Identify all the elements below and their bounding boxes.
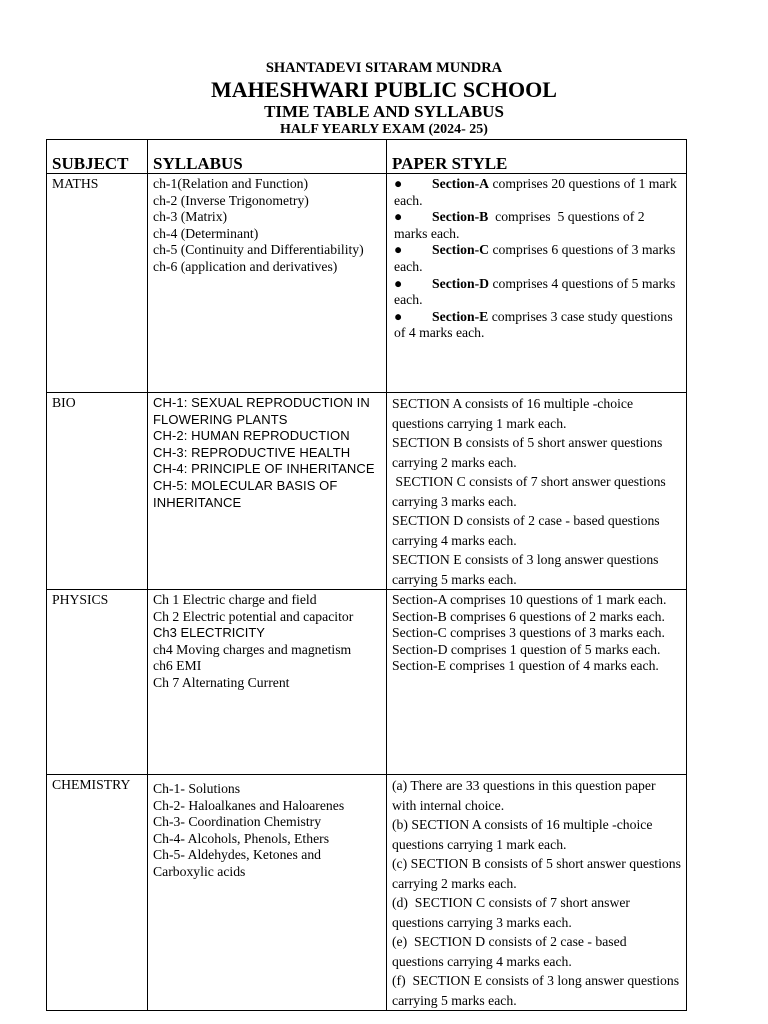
syllabus-item: Ch-2- Haloalkanes and Haloarenes bbox=[153, 797, 345, 813]
exam-title: HALF YEARLY EXAM (2024- 25) bbox=[280, 122, 488, 137]
table-row-physics bbox=[47, 590, 687, 775]
syllabus-item: Ch-4- Alcohols, Phenols, Ethers bbox=[153, 830, 330, 846]
paper-style-item: SECTION C consists of 7 short answer questions carrying 3 marks each. bbox=[392, 474, 670, 509]
paper-style-item: (f) SECTION E consists of 3 long answer questions carrying 5 marks each. bbox=[392, 973, 683, 1008]
syllabus-item: ch-5 (Continuity and Differentiability) bbox=[153, 242, 364, 258]
section-label: Section-A bbox=[432, 176, 490, 191]
syllabus-item: ch4 Moving charges and magnetism bbox=[153, 641, 352, 657]
syllabus-cell bbox=[148, 174, 387, 393]
paper-style-item: SECTION A consists of 16 multiple -choice questions carrying 1 mark each. bbox=[392, 396, 634, 431]
paper-style-item: Section-C comprises 3 questions of 3 marks each. bbox=[392, 625, 665, 641]
bullet-icon: ● bbox=[394, 308, 403, 324]
syllabus-item: Ch3 ELECTRICITY bbox=[153, 625, 265, 641]
syllabus-cell bbox=[148, 393, 387, 590]
syllabus-item: CH-1: SEXUAL REPRODUCTION IN FLOWERING PLANTS bbox=[153, 395, 370, 427]
syllabus-table bbox=[46, 139, 687, 1011]
syllabus-item: Ch 2 Electric potential and capacitor bbox=[153, 608, 354, 624]
section-label: Section-B bbox=[432, 209, 489, 225]
paper-style-item: (e) SECTION D consists of 2 case - based questions carrying 4 marks each. bbox=[392, 934, 630, 969]
header-paper-style: PAPER STYLE bbox=[387, 140, 687, 174]
subject-cell: PHYSICS bbox=[47, 590, 148, 775]
document-title: TIME TABLE AND SYLLABUS bbox=[264, 102, 504, 121]
school-name: MAHESHWARI PUBLIC SCHOOL bbox=[211, 77, 557, 102]
paper-style-item: Section-D comprises 1 question of 5 marks each. bbox=[392, 641, 661, 657]
syllabus-item: ch-4 (Determinant) bbox=[153, 225, 259, 241]
header-subject: SUBJECT bbox=[47, 140, 148, 174]
paper-style-item bbox=[394, 176, 681, 209]
subject-cell: CHEMISTRY bbox=[47, 775, 148, 1011]
paper-style-item bbox=[394, 276, 681, 309]
syllabus-item: Ch-1- Solutions bbox=[153, 781, 241, 796]
paper-style-item: SECTION E consists of 3 long answer questions carrying 5 marks each. bbox=[392, 552, 659, 587]
syllabus-item: ch-1(Relation and Function) bbox=[153, 176, 309, 191]
paper-style-item: (c) SECTION B consists of 5 short answer questions carrying 2 marks each. bbox=[392, 856, 681, 891]
bullet-icon: ● bbox=[394, 176, 403, 191]
syllabus-item: Ch-3- Coordination Chemistry bbox=[153, 814, 322, 830]
syllabus-cell bbox=[148, 775, 387, 1011]
subject-cell: BIO bbox=[47, 393, 148, 590]
paper-style-cell bbox=[387, 174, 687, 393]
syllabus-item: Ch 7 Alternating Current bbox=[153, 674, 290, 690]
section-text: comprises 20 questions of 1 mark each. bbox=[394, 176, 677, 208]
section-label: Section-E bbox=[432, 308, 489, 324]
table-header-row bbox=[47, 140, 687, 174]
syllabus-item: ch6 EMI bbox=[153, 658, 202, 674]
bullet-icon: ● bbox=[394, 275, 403, 291]
section-text: comprises 5 questions of 2 marks each. bbox=[394, 209, 648, 241]
paper-style-cell bbox=[387, 590, 687, 775]
syllabus-item: CH-4: PRINCIPLE OF INHERITANCE bbox=[153, 461, 375, 477]
table-row-bio bbox=[47, 393, 687, 590]
section-label: Section-C bbox=[432, 242, 490, 258]
paper-style-item: Section-E comprises 1 question of 4 marks each. bbox=[392, 658, 659, 674]
paper-style-item bbox=[394, 242, 681, 275]
bullet-icon: ● bbox=[394, 209, 403, 225]
paper-style-item: SECTION D consists of 2 case - based questions carrying 4 marks each. bbox=[392, 513, 660, 548]
syllabus-item: ch-2 (Inverse Trigonometry) bbox=[153, 192, 309, 208]
section-text: comprises 6 questions of 3 marks each. bbox=[394, 242, 676, 274]
syllabus-item: ch-3 (Matrix) bbox=[153, 209, 228, 225]
syllabus-item: ch-6 (application and derivatives) bbox=[153, 258, 338, 274]
section-text: comprises 4 questions of 5 marks each. bbox=[394, 275, 676, 308]
syllabus-item: Ch 1 Electric charge and field bbox=[153, 592, 317, 607]
bullet-icon: ● bbox=[394, 242, 403, 258]
section-label: Section-D bbox=[432, 275, 490, 291]
subject-cell: MATHS bbox=[47, 174, 148, 393]
syllabus-item: Ch-5- Aldehydes, Ketones and Carboxylic acids bbox=[153, 847, 322, 879]
paper-style-item: (d) SECTION C consists of 7 short answer questions carrying 3 marks each. bbox=[392, 895, 634, 930]
header-syllabus: SYLLABUS bbox=[148, 140, 387, 174]
paper-style-item: Section-B comprises 6 questions of 2 marks each. bbox=[392, 608, 665, 624]
paper-style-cell bbox=[387, 393, 687, 590]
section-text: comprises 3 case study questions of 4 marks each. bbox=[394, 308, 673, 341]
paper-style-item: Section-A comprises 10 questions of 1 mark each. bbox=[392, 592, 667, 607]
paper-style-item bbox=[394, 209, 681, 242]
syllabus-item: CH-5: MOLECULAR BASIS OF INHERITANCE bbox=[153, 477, 338, 510]
paper-style-item bbox=[394, 309, 681, 342]
table-row-maths bbox=[47, 174, 687, 393]
syllabus-item: CH-3: REPRODUCTIVE HEALTH bbox=[153, 444, 351, 460]
syllabus-cell bbox=[148, 590, 387, 775]
paper-style-item: (b) SECTION A consists of 16 multiple -choice questions carrying 1 mark each. bbox=[392, 817, 653, 852]
paper-style-item: SECTION B consists of 5 short answer questions carrying 2 marks each. bbox=[392, 435, 663, 470]
paper-style-item: (a) There are 33 questions in this question paper with internal choice. bbox=[392, 778, 656, 813]
table-row-chemistry bbox=[47, 775, 687, 1011]
paper-style-cell bbox=[387, 775, 687, 1011]
syllabus-item: CH-2: HUMAN REPRODUCTION bbox=[153, 428, 350, 444]
school-trust-name: SHANTADEVI SITARAM MUNDRA bbox=[265, 60, 503, 76]
